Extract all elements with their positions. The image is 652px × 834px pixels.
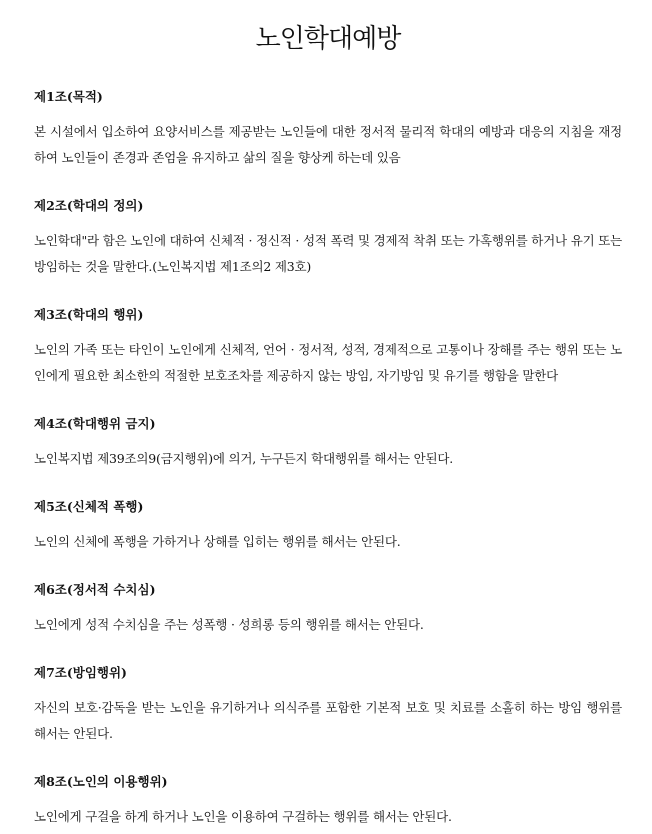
- article-body: 노인에게 성적 수치심을 주는 성폭행 · 성희롱 등의 행위를 해서는 안된다.: [34, 617, 424, 632]
- article-body: 자신의 보호·감독을 받는 노인을 유기하거나 의식주를 포함한 기본적 보호 및 치료를 소홀히 하는 방임 행위를 해서는 안된다.: [34, 700, 622, 741]
- document-title: 노인학대예방: [255, 24, 401, 54]
- article-8: [34, 773, 622, 830]
- article-heading: 제1조(목적): [34, 89, 103, 104]
- article-body: 본 시설에서 입소하여 요양서비스를 제공받는 노인들에 대한 정서적 물리적 학대의 예방과 대응의 지침을 재정하여 노인들이 존경과 존엄을 유지하고 삶의 질을 향상케 하는데 있음: [34, 124, 622, 165]
- article-body: 노인에게 구걸을 하게 하거나 노인을 이용하여 구걸하는 행위를 해서는 안된다.: [34, 809, 452, 824]
- article-1: [34, 88, 622, 171]
- article-body: 노인의 가족 또는 타인이 노인에게 신체적, 언어 · 정서적, 성적, 경제적으로 고통이나 장해를 주는 행위 또는 노인에게 필요한 최소한의 적절한 보호조차를 제공하지 않는 방임, 자기방임 및 유기를 행함을 말한다: [34, 342, 622, 383]
- article-body: 노인복지법 제39조의9(금지행위)에 의거, 누구든지 학대행위를 해서는 안된다.: [34, 451, 454, 466]
- article-heading: 제8조(노인의 이용행위): [34, 774, 168, 789]
- article-heading: 제2조(학대의 정의): [34, 198, 144, 213]
- article-heading: 제7조(방임행위): [34, 665, 127, 680]
- article-heading: 제4조(학대행위 금지): [34, 416, 156, 431]
- article-body: 노인학대"라 함은 노인에 대하여 신체적 · 정신적 · 성적 폭력 및 경제적 착취 또는 가혹행위를 하거나 유기 또는 방임하는 것을 말한다.(노인복지법 제1조의2 제3호): [34, 233, 622, 274]
- article-5: [34, 498, 622, 555]
- article-3: [34, 306, 622, 389]
- article-body: 노인의 신체에 폭행을 가하거나 상해를 입히는 행위를 해서는 안된다.: [34, 534, 401, 549]
- article-heading: 제5조(신체적 폭행): [34, 499, 144, 514]
- article-heading: 제3조(학대의 행위): [34, 307, 144, 322]
- article-7: [34, 664, 622, 747]
- article-6: [34, 581, 622, 638]
- article-4: [34, 415, 622, 472]
- article-heading: 제6조(정서적 수치심): [34, 582, 156, 597]
- article-2: [34, 197, 622, 280]
